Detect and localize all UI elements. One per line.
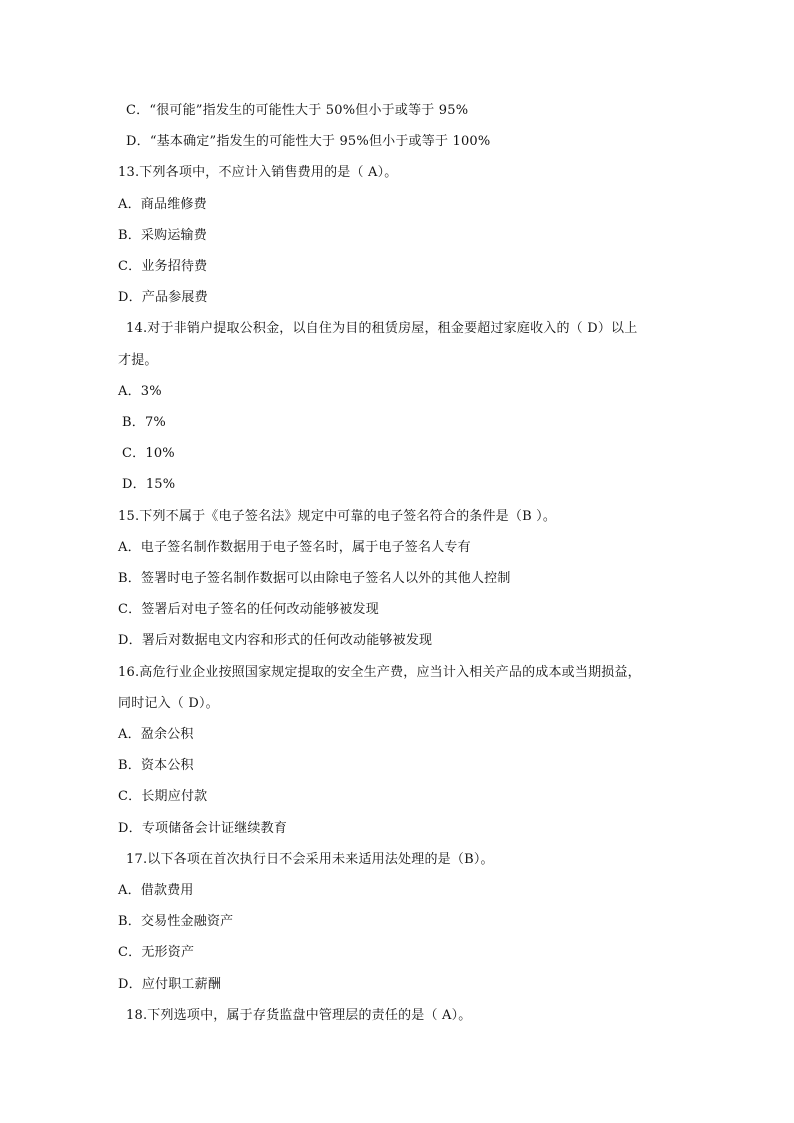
q15-option-a: A．电子签名制作数据用于电子签名时，属于电子签名人专有	[118, 540, 471, 555]
q14-option-c: C．10%	[122, 446, 175, 461]
q15-option-b: B．签署时电子签名制作数据可以由除电子签名人以外的其他人控制	[118, 571, 511, 586]
q17-option-b: B．交易性金融资产	[118, 914, 234, 929]
q14-option-b: B．7%	[122, 415, 166, 430]
q13-option-b: B．采购运输费	[118, 228, 207, 243]
q13-option-c: C．业务招待费	[118, 259, 208, 274]
q17-option-a: A．借款费用	[118, 883, 194, 898]
question-14-continued: 才提。	[118, 353, 158, 368]
q16-option-b: B．资本公积	[118, 758, 194, 773]
question-15: 15.下列不属于《电子签名法》规定中可靠的电子签名符合的条件是（B ）。	[118, 509, 557, 524]
question-17: 17.以下各项在首次执行日不会采用未来适用法处理的是（B）。	[126, 852, 494, 867]
question-16: 16.高危行业企业按照国家规定提取的安全生产费，应当计入相关产品的成本或当期损益，	[118, 665, 641, 680]
q14-option-d: D．15%	[122, 477, 176, 492]
q17-option-d: D．应付职工薪酬	[118, 977, 222, 992]
q17-option-c: C．无形资产	[118, 945, 195, 960]
q13-option-a: A．商品维修费	[118, 197, 207, 212]
option-c-very-likely: C．“很可能”指发生的可能性大于 50%但小于或等于 95%	[126, 103, 469, 118]
q16-option-a: A．盈余公积	[118, 727, 194, 742]
q14-option-a: A．3%	[118, 384, 162, 399]
question-13: 13.下列各项中，不应计入销售费用的是（ A）。	[118, 165, 398, 180]
q15-option-c: C．签署后对电子签名的任何改动能够被发现	[118, 602, 379, 617]
question-14: 14.对于非销户提取公积金，以自住为目的租赁房屋，租金要超过家庭收入的（ D）以上	[126, 321, 638, 336]
q16-option-d: D．专项储备会计证继续教育	[118, 821, 288, 836]
q16-option-c: C．长期应付款	[118, 789, 208, 804]
option-d-basically-certain: D．“基本确定”指发生的可能性大于 95%但小于或等于 100%	[126, 134, 491, 149]
question-18: 18.下列选项中，属于存货监盘中管理层的责任的是（ A）。	[126, 1008, 472, 1023]
q15-option-d: D．署后对数据电文内容和形式的任何改动能够被发现	[118, 633, 433, 648]
q13-option-d: D．产品参展费	[118, 290, 208, 305]
question-16-continued: 同时记入（ D）。	[118, 696, 219, 711]
